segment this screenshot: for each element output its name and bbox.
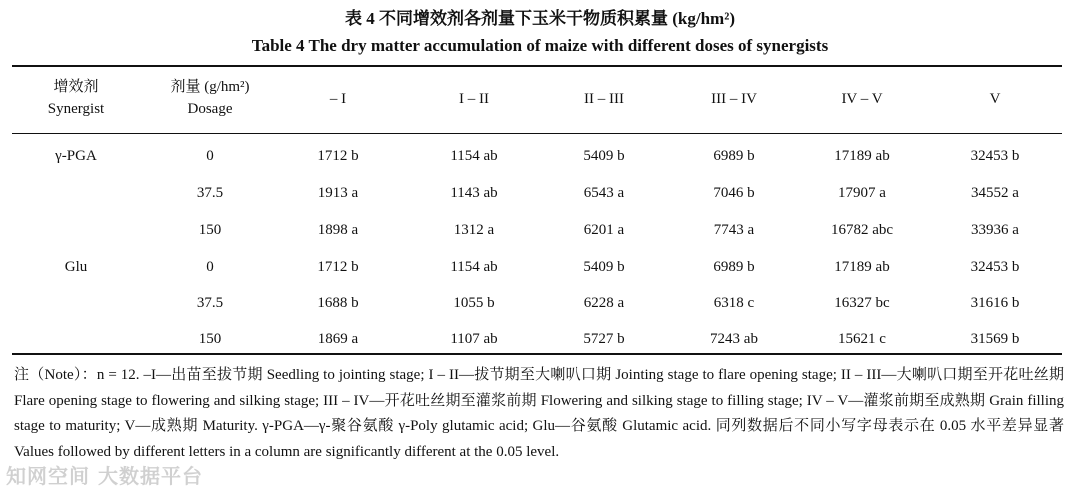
- column-header: – I: [329, 91, 347, 107]
- table-cell: 37.5: [196, 185, 224, 201]
- column-header: I – II: [459, 91, 489, 107]
- table-header-rule: [12, 133, 1062, 134]
- column-header: III – IV: [711, 91, 757, 107]
- table-cell: 6318 c: [713, 295, 755, 311]
- table-cell: 16327 bc: [834, 295, 890, 311]
- table-cell: 17189 ab: [834, 148, 890, 164]
- column-header: II – III: [584, 91, 624, 107]
- table-cell: 15621 c: [838, 331, 886, 347]
- table-title-en: Table 4 The dry matter accumulation of maize with different doses of synergists: [251, 36, 829, 55]
- table-cell: 6228 a: [583, 295, 625, 311]
- table-cell: 17907 a: [838, 185, 886, 201]
- column-header: V: [989, 91, 1001, 107]
- watermark-logo: 知网空间 大数据平台: [6, 464, 203, 488]
- column-header: IV – V: [841, 91, 883, 107]
- table-cell: 6989 b: [713, 148, 755, 164]
- table-cell: 1898 a: [317, 222, 359, 238]
- table-cell: 16782 abc: [830, 222, 894, 238]
- column-header: 增效剂 Synergist: [47, 79, 105, 117]
- table-cell: 5409 b: [583, 259, 625, 275]
- table-cell: 7743 a: [713, 222, 755, 238]
- table-cell: 7243 ab: [710, 331, 758, 347]
- table-cell: 150: [198, 331, 222, 347]
- table-cell: 31569 b: [970, 331, 1020, 347]
- table-cell: 0: [206, 148, 214, 164]
- table-title-cn: 表 4 不同增效剂各剂量下玉米干物质积累量 (kg/hm²): [345, 9, 735, 28]
- table-cell: 34552 a: [971, 185, 1019, 201]
- table-cell: 5727 b: [583, 331, 625, 347]
- table-cell: 1869 a: [317, 331, 359, 347]
- table-cell: 1913 a: [317, 185, 359, 201]
- table-bottom-rule: [12, 353, 1062, 355]
- table-cell: 7046 b: [713, 185, 755, 201]
- table-cell: 150: [198, 222, 222, 238]
- table-cell: 1312 a: [453, 222, 495, 238]
- table-cell: 1688 b: [317, 295, 359, 311]
- table-cell: 17189 ab: [834, 259, 890, 275]
- table-top-rule: [12, 65, 1062, 67]
- table-cell: 6201 a: [583, 222, 625, 238]
- table-cell: 32453 b: [970, 259, 1020, 275]
- table-cell: 0: [206, 259, 214, 275]
- table-cell: 1712 b: [317, 259, 359, 275]
- column-header: 剂量 (g/hm²) Dosage: [170, 79, 250, 117]
- table-cell: γ-PGA: [55, 148, 97, 164]
- table-cell: 1154 ab: [450, 148, 498, 164]
- table-cell: Glu: [64, 259, 88, 275]
- table-cell: 6543 a: [583, 185, 625, 201]
- table-cell: 1055 b: [453, 295, 495, 311]
- table-cell: 1107 ab: [450, 331, 498, 347]
- table-footnote: 注（Note）：n = 12. –I—出苗至拔节期 Seedling to jointing stage; I – II—拔节期至大喇叭口期 Jointing stage to flare opening stage; II – III—大喇叭口期至开花吐丝期 Flare opening stage to flowering and silking stage; III – IV—开花吐丝期至灌浆前期 Flowering and silking stage to filling stage; IV – V—灌浆前期至成熟期 Grain filling stage to maturity; V—成熟期 Maturity. γ-PGA—γ-聚谷氨酸 γ-Poly glutamic acid; Glu—谷氨酸 Glutamic acid. 同列数据后不同小写字母表示在 0.05 水平差异显著 Values followed by different letters in a column are significantly different at the 0.05 level.: [14, 367, 1064, 460]
- table-cell: 5409 b: [583, 148, 625, 164]
- table-cell: 37.5: [196, 295, 224, 311]
- table-cell: 32453 b: [970, 148, 1020, 164]
- table-cell: 33936 a: [971, 222, 1019, 238]
- table-cell: 6989 b: [713, 259, 755, 275]
- table-cell: 1712 b: [317, 148, 359, 164]
- table-cell: 31616 b: [970, 295, 1020, 311]
- table-cell: 1154 ab: [450, 259, 498, 275]
- table-cell: 1143 ab: [450, 185, 498, 201]
